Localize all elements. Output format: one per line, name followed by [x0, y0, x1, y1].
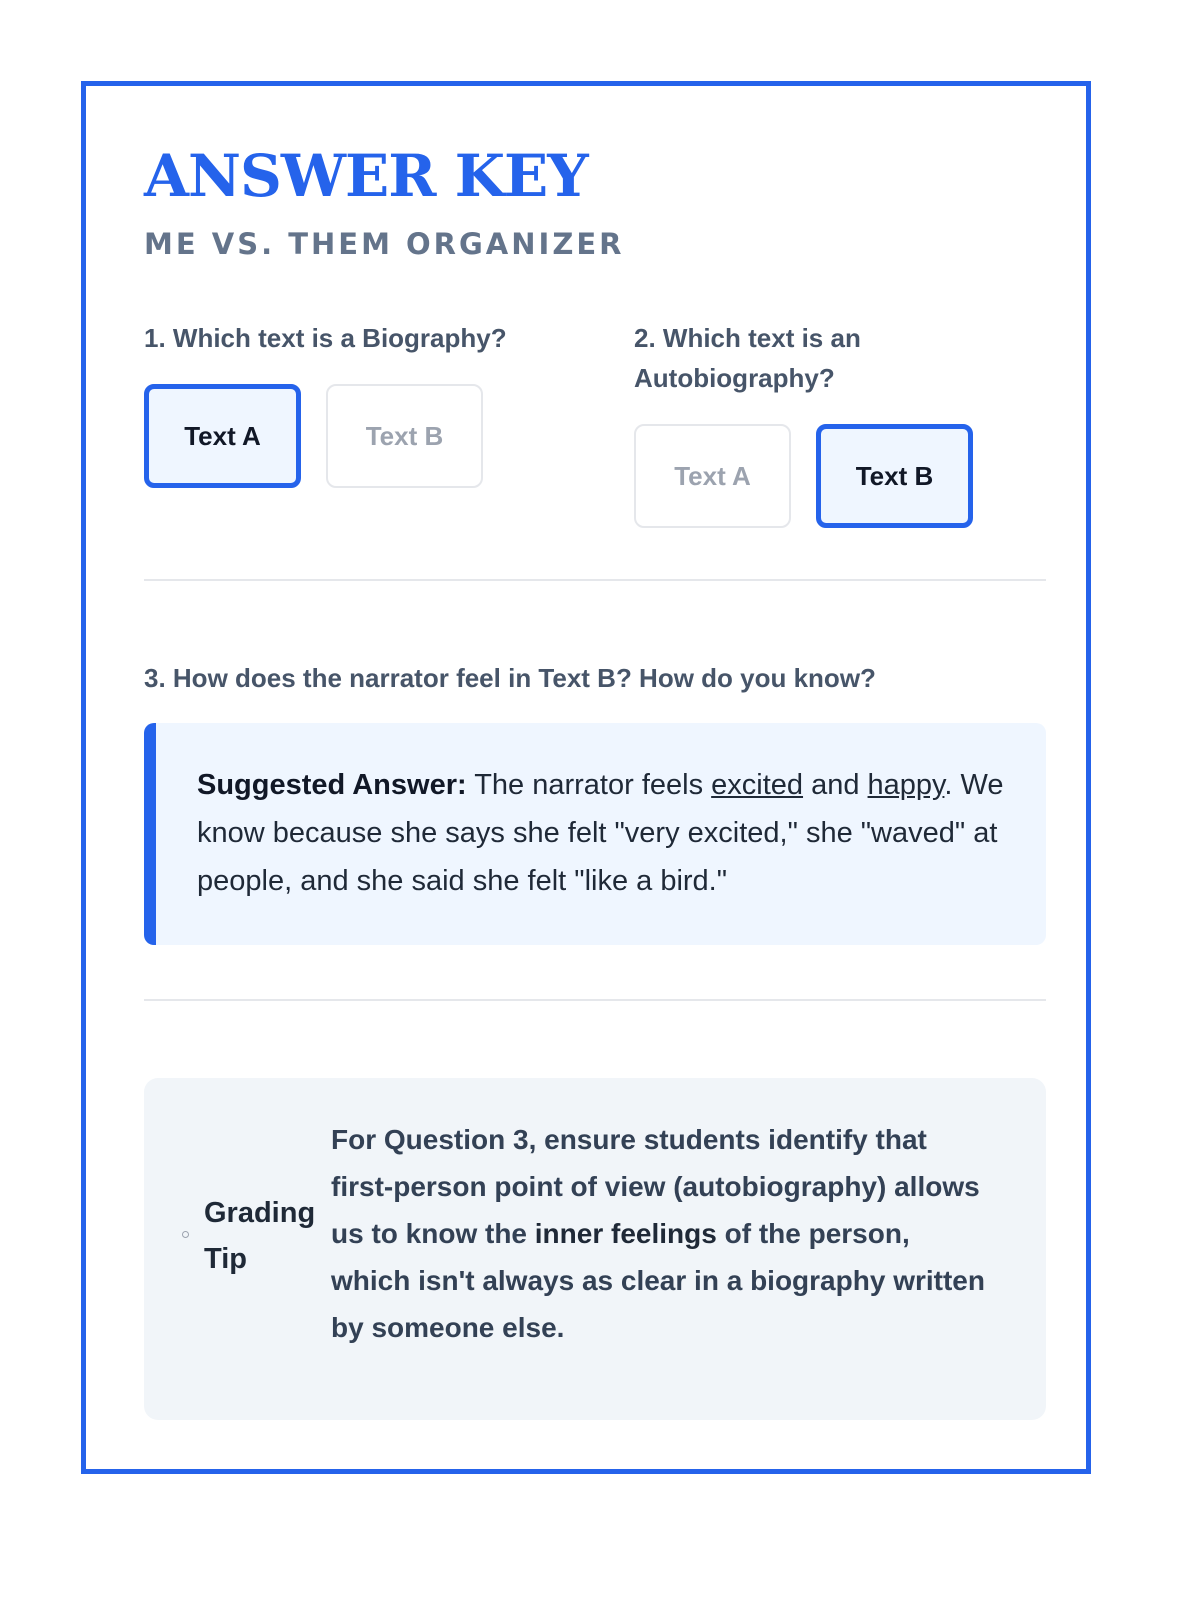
answer-text-part1: The narrator feels [474, 769, 704, 801]
divider-top [144, 579, 1046, 581]
q2-option-text-b[interactable]: Text B [816, 424, 973, 528]
suggested-answer-box [144, 723, 1046, 945]
grading-tip-label: Grading Tip [204, 1197, 316, 1275]
divider-bottom [144, 999, 1046, 1001]
answer-text-and: and [811, 769, 860, 801]
grading-tip-box [144, 1078, 1046, 1420]
tip-text-before: For Question 3, ensure students identify that first-person point of view (autobiography) allows us to know the [331, 1124, 980, 1249]
answer-word-excited: excited [711, 769, 804, 801]
bullet-icon [182, 1231, 189, 1238]
tip-text-after: of the person, which isn't always as clear in a biography written by someone else. [331, 1218, 985, 1343]
page-title: ANSWER KEY [144, 142, 588, 210]
answer-word-happy: happy [867, 769, 945, 801]
answer-key-card [81, 81, 1091, 1474]
question-3-text: 3. How does the narrator feel in Text B? How do you know? [144, 663, 876, 693]
page-subtitle: ME VS. THEM ORGANIZER [144, 227, 625, 261]
q1-option-text-a[interactable]: Text A [144, 384, 301, 488]
suggested-answer-label: Suggested Answer: [197, 769, 467, 801]
q1-option-text-b[interactable]: Text B [326, 384, 483, 488]
q2-option-text-a[interactable]: Text A [634, 424, 791, 528]
grading-tip-text [331, 1116, 991, 1351]
answer-text-rest: . We know because she says she felt "very excited," she "waved" at people, and she said she felt "like a bird." [197, 769, 1004, 897]
tip-text-emphasis: inner feelings [534, 1218, 717, 1249]
question-1-text: 1. Which text is a Biography? [144, 323, 507, 353]
question-2-text: 2. Which text is an Autobiography? [634, 323, 861, 393]
